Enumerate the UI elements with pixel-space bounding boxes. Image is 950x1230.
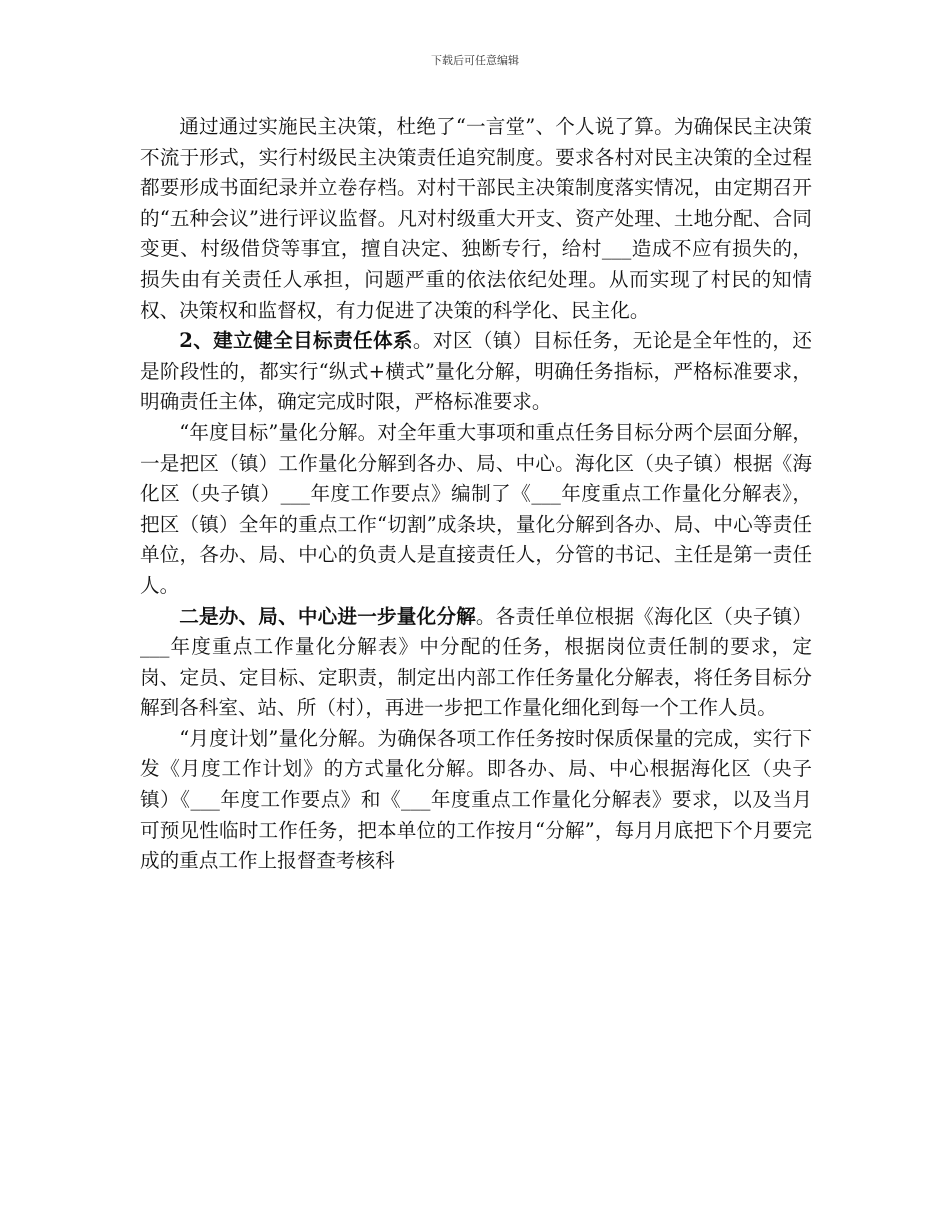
- paragraph-body: 。各责任单位根据《海化区（央子镇）___年度重点工作量化分解表》中分配的任务，根据岗位责任制的要求，定岗、定员、定目标、定职责，制定出内部工作任务量化分解表，将任务目标分解到各科室、站、所（村），再进一步把工作量化细化到每一个工作人员。: [140, 604, 812, 720]
- paragraph-body: 通过通过实施民主决策，杜绝了“一言堂”、个人说了算。为确保民主决策不流于形式，实行村级民主决策责任追究制度。要求各村对民主决策的全过程都要形成书面纪录并立卷存档。对村干部民主决策制度落实情况，由定期召开的“五种会议”进行评议监督。凡对村级重大开支、资产处理、土地分配、合同变更、村级借贷等事宜，擅自决定、独断专行，给村___造成不应有损失的，损失由有关责任人承担，问题严重的依法依纪处理。从而实现了村民的知情权、决策权和监督权，有力促进了决策的科学化、民主化。: [140, 115, 812, 322]
- document-body: [140, 112, 812, 877]
- paragraph-department-breakdown: [140, 602, 812, 724]
- paragraph-monthly-plan: [140, 724, 812, 877]
- paragraph-body: “年度目标”量化分解。对全年重大事项和重点任务目标分两个层面分解，一是把区（镇）工作量化分解到各办、局、中心。海化区（央子镇）根据《海化区（央子镇）___年度工作要点》编制了《___年度重点工作量化分解表》，把区（镇）全年的重点工作“切割”成条块，量化分解到各办、局、中心等责任单位，各办、局、中心的负责人是直接责任人，分管的书记、主任是第一责任人。: [140, 420, 812, 597]
- section-heading: 二是办、局、中心进一步量化分解: [179, 604, 476, 628]
- paragraph-target-responsibility: [140, 326, 812, 418]
- paragraph-body: “月度计划”量化分解。为确保各项工作任务按时保质保量的完成，实行下发《月度工作计划》的方式量化分解。即各办、局、中心根据海化区（央子镇）《___年度工作要点》和《___年度重点工作量化分解表》要求，以及当月可预见性临时工作任务，把本单位的工作按月“分解”，每月月底把下个月要完成的重点工作上报督查考核科: [140, 726, 812, 873]
- paragraph-democratic-decision: [140, 112, 812, 326]
- paragraph-annual-target: [140, 418, 812, 602]
- page-header: 下载后可任意编辑: [431, 54, 519, 67]
- section-heading: 2、建立健全目标责任体系: [179, 329, 413, 353]
- paragraph-body: 。对区（镇）目标任务，无论是全年性的，还是阶段性的，都实行“纵式+横式”量化分解，明确任务指标，严格标准要求，明确责任主体，确定完成时限，严格标准要求。: [140, 329, 812, 414]
